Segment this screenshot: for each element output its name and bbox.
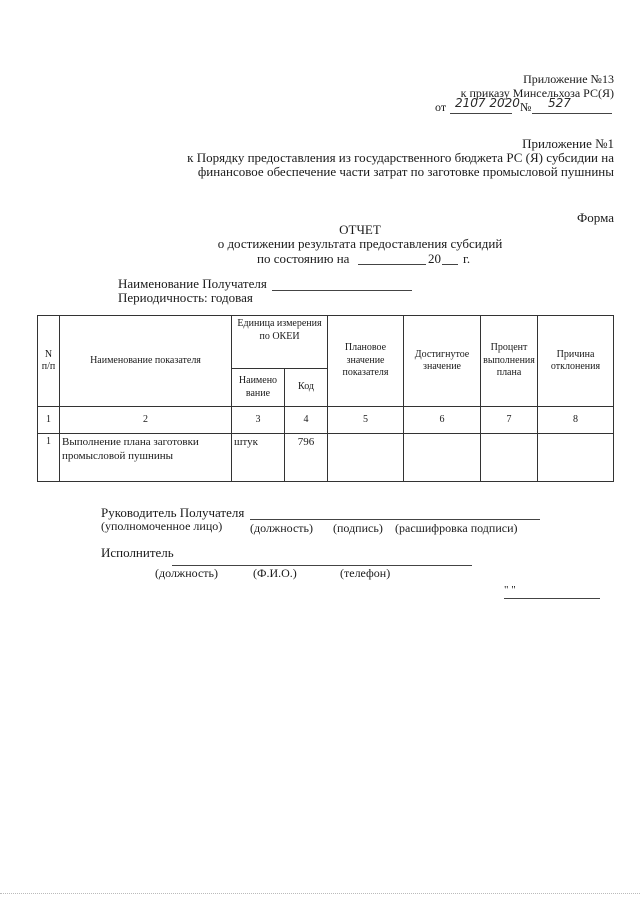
- head-label: Руководитель Получателя: [101, 505, 245, 520]
- annex13-title: Приложение №13: [523, 72, 614, 86]
- annex1-line1: к Порядку предоставления из государственного бюджета РС (Я) субсидии на: [187, 150, 614, 165]
- header-unit-group: Единица измерения по ОКЕИ: [232, 316, 328, 369]
- col-number: 7: [481, 407, 538, 434]
- row-unit: штук: [232, 434, 285, 482]
- annex13-date-underline: [450, 113, 512, 114]
- row-name: Выполнение плана заготовки промысловой пушнины: [60, 434, 232, 482]
- annex1-line2: финансовое обеспечение части затрат по заготовке промысловой пушнины: [197, 164, 614, 179]
- row-reason: [538, 434, 614, 482]
- col-number: 3: [232, 407, 285, 434]
- executor-phone: (телефон): [340, 566, 391, 580]
- scan-edge: [0, 893, 640, 894]
- executor-fio: (Ф.И.О.): [253, 566, 297, 580]
- row-achieved: [404, 434, 481, 482]
- report-date-year: 20: [428, 251, 441, 266]
- header-achieved: Достигнутое значение: [404, 316, 481, 407]
- row-num: 1: [38, 434, 60, 482]
- executor-label: Исполнитель: [101, 545, 174, 560]
- col-number: 4: [285, 407, 328, 434]
- annex13-number-label: №: [520, 100, 532, 114]
- annex13-number-underline: [532, 113, 612, 114]
- header-unit-code: Код: [285, 369, 328, 407]
- periodicity: Периодичность: годовая: [118, 290, 253, 305]
- col-number: 2: [60, 407, 232, 434]
- report-title: ОТЧЕТ: [339, 222, 381, 237]
- recipient-label: Наименование Получателя: [118, 276, 267, 291]
- head-signature: (подпись): [333, 521, 383, 535]
- row-percent: [481, 434, 538, 482]
- recipient-blank: [272, 290, 412, 291]
- header-reason: Причина отклонения: [538, 316, 614, 407]
- header-num: N п/п: [38, 316, 60, 407]
- header-unit-name: Наимено вание: [232, 369, 285, 407]
- header-percent: Процент выполнения плана: [481, 316, 538, 407]
- head-sub: (уполномоченное лицо): [101, 519, 223, 533]
- date-line: [504, 598, 600, 599]
- head-decoding: (расшифровка подписи): [395, 521, 518, 535]
- annex1-title: Приложение №1: [522, 136, 614, 151]
- annex13-order: к приказу Минсельхоза РС(Я): [460, 86, 614, 100]
- report-date-blank: [358, 264, 426, 265]
- form-label: Форма: [577, 210, 614, 225]
- col-number: 5: [328, 407, 404, 434]
- header-name: Наименование показателя: [60, 316, 232, 407]
- col-number: 1: [38, 407, 60, 434]
- annex13-handwritten-number: 527: [548, 96, 571, 110]
- col-number: 6: [404, 407, 481, 434]
- table-row: [38, 434, 614, 482]
- executor-position: (должность): [155, 566, 218, 580]
- head-signature-line: [250, 519, 540, 520]
- col-number: 8: [538, 407, 614, 434]
- row-code: 796: [285, 434, 328, 482]
- header-planned: Плановое значение показателя: [328, 316, 404, 407]
- report-date-suffix: г.: [463, 251, 471, 266]
- report-year-blank: [442, 264, 458, 265]
- date-quotes: " ": [504, 584, 516, 596]
- report-table: [37, 315, 614, 482]
- report-date-prefix: по состоянию на: [257, 251, 350, 266]
- annex13-handwritten-date: 2107 2020: [455, 96, 520, 110]
- report-subtitle: о достижении результата предоставления субсидий: [217, 236, 503, 251]
- row-planned: [328, 434, 404, 482]
- annex13-from-label: от: [435, 100, 447, 114]
- head-position: (должность): [250, 521, 313, 535]
